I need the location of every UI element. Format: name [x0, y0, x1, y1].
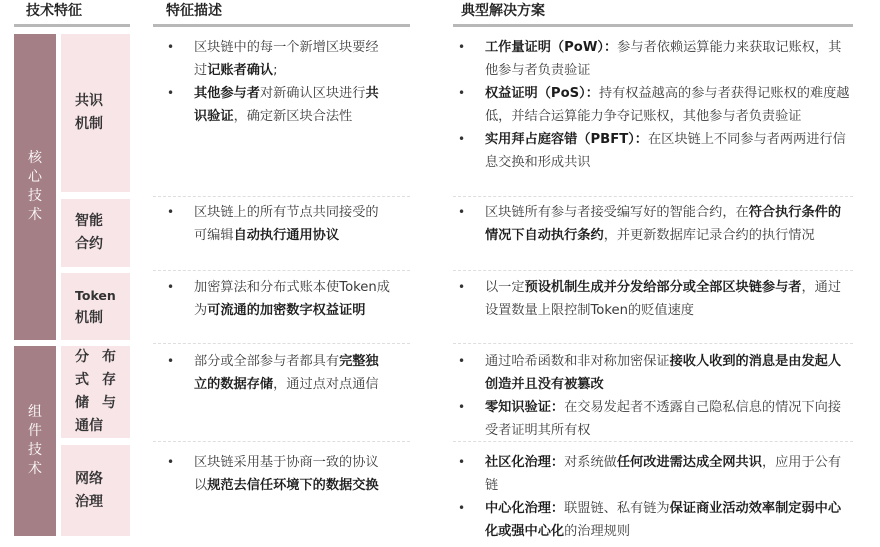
text-span: 的治理规则 — [564, 524, 631, 539]
bullet-item — [456, 396, 853, 442]
category-char: 技 — [28, 188, 42, 204]
subfeature-char: 与 — [102, 395, 116, 411]
bold-text: 零知识验证： — [485, 400, 565, 415]
category-char: 组 — [28, 404, 42, 420]
desc-list — [165, 350, 390, 396]
subfeature-char: 存 — [102, 372, 116, 388]
category-char: 术 — [28, 207, 42, 223]
text-span: 部分或全部参与者都具有 — [194, 354, 340, 369]
row-divider — [453, 270, 853, 271]
bold-text: 保证商业活动效率制定弱中心化或强中心化 — [485, 501, 842, 539]
subfeature-line: 合约 — [75, 236, 103, 252]
category-char: 技 — [28, 442, 42, 458]
text-span: ，应用于公有链 — [485, 455, 842, 493]
bold-text: 规范去信任环境下的数据交换 — [207, 478, 379, 493]
bold-text: 接收人收到的消息是由发起人创造并且没有被篡改 — [485, 354, 842, 392]
bullet-item — [165, 350, 390, 396]
text-span: 对系统做 — [564, 455, 617, 470]
category-core-tech — [14, 34, 56, 340]
bold-text: 社区化治理： — [485, 455, 565, 470]
bold-text: 权益证明（PoS）： — [485, 86, 599, 101]
row-divider — [153, 441, 410, 442]
solution-list — [456, 36, 853, 174]
text-span: 区块链中的每一个新增区块要经过 — [194, 40, 379, 78]
bullet-item — [456, 128, 853, 174]
text-span: 加密算法和分布式账本使Token成为 — [194, 280, 390, 318]
text-span: 在交易发起者不透露自己隐私信息的情况下向接受者证明其所有权 — [485, 400, 842, 438]
desc-list — [165, 276, 390, 322]
bold-text: 记账者确认 — [207, 63, 274, 78]
row-divider — [153, 270, 410, 271]
text-span: 参与者依赖运算能力来获取记账权，其他参与者负责验证 — [485, 40, 842, 78]
subfeature-line: 共识 — [75, 93, 103, 109]
text-span: 以一定 — [485, 280, 525, 295]
bold-text: 完整独立的数据存储 — [194, 354, 379, 392]
bullet-item — [456, 350, 853, 396]
subfeature-token — [61, 273, 130, 340]
bold-text: 自动执行通用协议 — [233, 228, 340, 243]
bold-text: 共识验证 — [194, 86, 379, 124]
desc-list — [165, 36, 390, 128]
text-span: 区块链上的所有节点共同接受的可编辑 — [194, 205, 379, 243]
solution-list — [456, 276, 853, 322]
bullet-item — [165, 276, 390, 322]
subfeature-line: 网络 — [75, 470, 103, 487]
category-component-tech — [14, 346, 56, 536]
desc-list — [165, 201, 390, 247]
subfeature-char: 式 — [75, 372, 89, 388]
subfeature-line: 机制 — [75, 116, 103, 132]
subfeature-char: 储 — [75, 395, 89, 411]
bold-text: 符合执行条件的情况下自动执行条约 — [485, 205, 842, 243]
bullet-item — [456, 82, 853, 128]
text-span: 在区块链上不同参与者两两进行信息交换和形成共识 — [485, 132, 846, 170]
text-span: 对新确认区块进行 — [259, 86, 366, 101]
subfeature-network-governance — [61, 445, 130, 536]
bold-text: 中心化治理： — [485, 501, 565, 516]
text-span: ，通过设置数量上限控制Token的贬值速度 — [485, 280, 842, 318]
text-span: 联盟链、私有链为 — [564, 501, 670, 516]
subfeature-line: 机制 — [75, 309, 103, 326]
bold-text: 任何改进需达成全网共识 — [616, 455, 762, 470]
header-feature-desc — [153, 0, 410, 27]
row-divider — [153, 196, 410, 197]
bullet-item — [165, 451, 390, 497]
bullet-item — [456, 276, 853, 322]
bold-text: 工作量证明（PoW）： — [485, 40, 618, 55]
bold-text: 实用拜占庭容错（PBFT）： — [485, 132, 648, 147]
bold-text: 可流通的加密数字权益证明 — [207, 303, 366, 318]
subfeature-line — [75, 346, 116, 369]
category-core-tech-label — [27, 149, 43, 225]
bullet-item — [456, 36, 853, 82]
subfeature-line: 智能 — [75, 213, 103, 229]
text-span: ，通过点对点通信 — [273, 377, 379, 392]
header-feature-desc-text: 特征描述 — [166, 3, 222, 19]
subfeature-consensus — [61, 34, 130, 192]
subfeature-char: 分 — [75, 349, 89, 365]
bullet-item — [456, 497, 853, 543]
subfeature-line: Token — [75, 287, 116, 303]
subfeature-line — [75, 392, 116, 415]
header-solutions-text: 典型解决方案 — [461, 3, 545, 19]
text-span: ; — [273, 63, 278, 78]
row-divider — [453, 196, 853, 197]
subfeature-smart-contract — [61, 199, 130, 267]
row-divider — [453, 343, 853, 344]
header-tech-feature-text: 技术特征 — [26, 3, 82, 19]
bullet-item — [456, 201, 853, 247]
solution-list — [456, 201, 853, 247]
category-char: 心 — [28, 169, 42, 185]
text-span: 持有权益越高的参与者获得记账权的难度越低，并结合运算能力争夺记账权，其他参与者负责验证 — [485, 86, 850, 124]
bullet-item — [456, 451, 853, 497]
text-span: 通过哈希函数和非对称加密保证 — [485, 354, 670, 369]
category-component-tech-label — [27, 403, 43, 479]
bold-text: 其他参与者 — [194, 86, 260, 101]
solution-list — [456, 451, 853, 543]
category-char: 核 — [28, 150, 42, 166]
header-tech-feature — [14, 0, 130, 27]
category-char: 件 — [28, 423, 42, 439]
row-divider — [153, 343, 410, 344]
bullet-item — [165, 36, 390, 82]
subfeature-line: 通信 — [75, 418, 103, 434]
text-span: 区块链所有参与者接受编写好的智能合约，在 — [485, 205, 749, 220]
subfeature-line — [75, 369, 116, 392]
desc-list — [165, 451, 390, 497]
subfeature-distributed-storage — [61, 346, 130, 438]
subfeature-line: 治理 — [75, 493, 103, 510]
subfeature-char: 布 — [102, 349, 116, 365]
bullet-item — [165, 201, 390, 247]
category-char: 术 — [28, 461, 42, 477]
text-span: ，确定新区块合法性 — [233, 109, 353, 124]
text-span: ，并更新数据库记录合约的执行情况 — [603, 228, 815, 243]
header-solutions — [453, 0, 853, 27]
bullet-item — [165, 82, 390, 128]
bold-text: 预设机制生成并分发给部分或全部区块链参与者 — [524, 280, 802, 295]
solution-list — [456, 350, 853, 442]
text-span: 区块链采用基于协商一致的协议以 — [194, 455, 379, 493]
